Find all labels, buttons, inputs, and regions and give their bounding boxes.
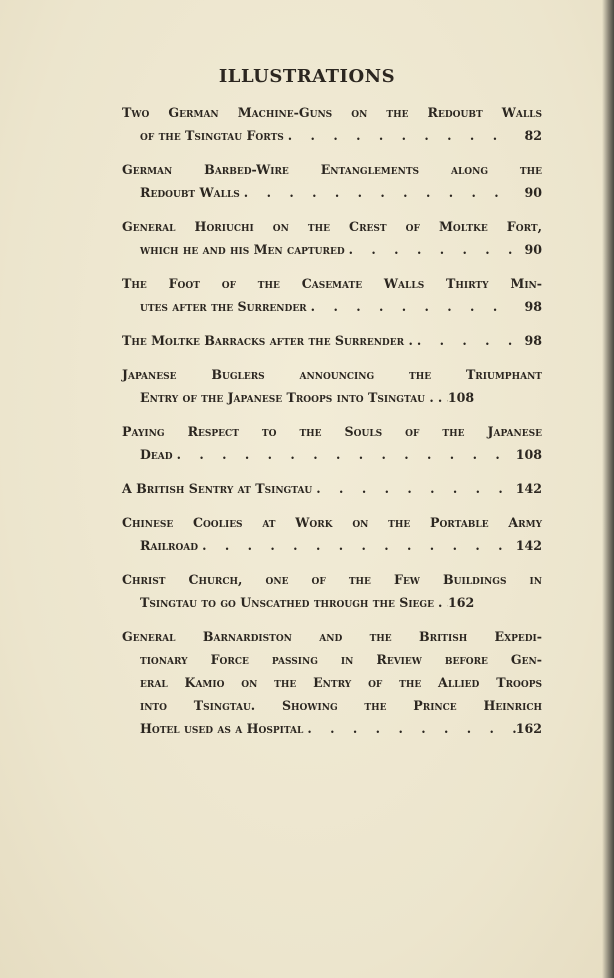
illustrations-list: [122, 101, 542, 751]
entry-line-last: [122, 295, 542, 318]
entry-line: The Foot of the Casemate Walls Thirty Min-: [122, 276, 542, 291]
entry-line: utes after the Surrender: [140, 299, 307, 314]
page-number: 108: [515, 447, 542, 462]
page-number: 142: [515, 481, 542, 496]
entry-line: Japanese Buglers announcing the Triumphant: [122, 367, 542, 382]
entry-line-last: [122, 124, 542, 147]
entry-line: Chinese Coolies at Work on the Portable Army: [122, 515, 542, 530]
list-item: [122, 215, 542, 261]
entry-line: A British Sentry at Tsingtau: [122, 481, 313, 496]
page-title: ILLUSTRATIONS: [218, 66, 396, 87]
entry-line-last: [122, 477, 542, 500]
leader-dots: [303, 717, 515, 740]
entry-line: Hotel used as a Hospital: [140, 721, 304, 736]
list-item: [122, 329, 542, 352]
list-item: [122, 420, 542, 466]
leader-dots: [434, 386, 448, 409]
page-number: 108: [447, 390, 475, 405]
entry-line-last: [122, 591, 542, 614]
entry-line: tionary Force passing in Review before Gen-: [140, 652, 542, 667]
list-item: [122, 363, 542, 409]
entry-line: General Barnardiston and the British Expedi-: [122, 629, 542, 644]
leader-dots: [240, 181, 516, 204]
entry-line: of the Tsingtau Forts: [140, 128, 284, 143]
entry-line: Railroad: [140, 538, 199, 553]
page-number: 82: [524, 128, 542, 143]
entry-line: Two German Machine-Guns on the Redoubt Walls: [122, 105, 542, 120]
list-item: [122, 158, 542, 204]
page-number: 162: [515, 721, 542, 736]
entry-line: German Barbed-Wire Entanglements along the: [122, 162, 542, 177]
leader-dots: [312, 477, 515, 500]
leader-dots: [413, 329, 516, 352]
page-number: 162: [447, 595, 475, 610]
entry-line: Christ Church, one of the Few Buildings in: [122, 572, 542, 587]
list-item: [122, 272, 542, 318]
list-item: [122, 101, 542, 147]
entry-line: eral Kamio on the Entry of the Allied Troops: [140, 675, 542, 690]
entry-line: General Horiuchi on the Crest of Moltke Fort,: [122, 219, 542, 234]
leader-dots: [345, 238, 516, 261]
entry-line: which he and his Men captured: [140, 242, 345, 257]
leader-dots: [173, 443, 516, 466]
entry-line-last: [122, 534, 542, 557]
page-number: 142: [515, 538, 542, 553]
entry-line: Tsingtau to go Unscathed through the Siege: [140, 595, 434, 610]
entry-line: into Tsingtau. Showing the Prince Heinrich: [140, 698, 542, 713]
entry-line-last: [122, 238, 542, 261]
entry-line: The Moltke Barracks after the Surrender .: [122, 333, 413, 348]
list-item: [122, 625, 542, 740]
leader-dots: [284, 124, 516, 147]
page-edge: [602, 0, 614, 978]
page-number: 90: [524, 185, 542, 200]
entry-line-last: [122, 181, 542, 204]
leader-dots: [434, 591, 448, 614]
entry-line-last: [122, 443, 542, 466]
entry-line: Dead: [140, 447, 173, 462]
leader-dots: [307, 295, 516, 318]
entry-line-last: [122, 386, 542, 409]
leader-dots: [198, 534, 516, 557]
list-item: [122, 511, 542, 557]
page-number: 98: [524, 299, 542, 314]
page-number: 98: [524, 333, 542, 348]
entry-line: Paying Respect to the Souls of the Japanese: [122, 424, 542, 439]
list-item: [122, 568, 542, 614]
entry-line: Redoubt Walls: [140, 185, 240, 200]
list-item: [122, 477, 542, 500]
entry-line-last: [122, 329, 542, 352]
page-number: 90: [524, 242, 542, 257]
entry-line-last: [122, 717, 542, 740]
entry-line: Entry of the Japanese Troops into Tsingtau .: [140, 390, 434, 405]
